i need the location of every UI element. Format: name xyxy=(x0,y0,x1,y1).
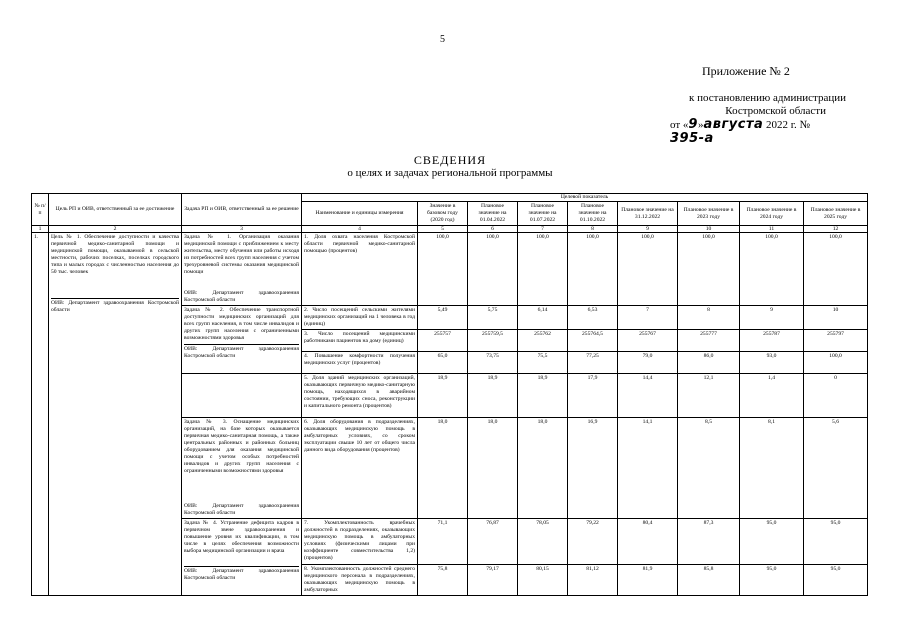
indicator-value: 75,8 xyxy=(418,565,468,596)
column-numbers-row xyxy=(32,226,868,233)
indicator-value: 79,0 xyxy=(618,352,678,374)
handwritten-day: 9 xyxy=(688,117,698,132)
goal-cell xyxy=(49,233,182,596)
indicator-value: 8,5 xyxy=(678,418,740,519)
header-base: Значение в базовом году (2020 год) xyxy=(418,202,468,226)
indicator-value: 71,1 xyxy=(418,519,468,565)
indicator-value: 5,49 xyxy=(418,306,468,330)
indicator-value: 100,0 xyxy=(618,233,678,306)
page-number: 5 xyxy=(440,34,445,45)
header-plan-3: Плановое значение на 01.10.2022 xyxy=(568,202,618,226)
indicator-value: 18,9 xyxy=(518,374,568,418)
indicator-value: 17,9 xyxy=(568,374,618,418)
indicator-value: 8,1 xyxy=(740,418,804,519)
indicator-value: 9 xyxy=(740,306,804,330)
indicator-value: 79,17 xyxy=(468,565,518,596)
indicator-value: 100,0 xyxy=(518,233,568,306)
col-number: 10 xyxy=(678,226,740,233)
indicator-value: 76,87 xyxy=(468,519,518,565)
indicator-value: 78,05 xyxy=(518,519,568,565)
year-text: 2022 г. № xyxy=(766,119,811,131)
resolution-line-2: Костромской области xyxy=(725,105,826,117)
header-indicator-name: Наименование и единицы измерения xyxy=(302,202,418,226)
indicator-value: 10 xyxy=(804,306,868,330)
col-number: 7 xyxy=(518,226,568,233)
col-number: 3 xyxy=(182,226,302,233)
indicator-value: 79,22 xyxy=(568,519,618,565)
indicator-value: 16,9 xyxy=(568,418,618,519)
indicator-value: 100,0 xyxy=(804,352,868,374)
resolution-date-line xyxy=(670,118,846,146)
indicator-value: 255777 xyxy=(678,330,740,352)
task-1-text: Задача № 1. Организация оказания медицинской помощи с приближением к месту жительства, месту обучения или работы исходя из потребностей всех групп населения с учетом трехуровневой системы оказания медицинской помощи xyxy=(184,234,299,275)
indicator-value: 255764,5 xyxy=(568,330,618,352)
appendix-heading: Приложение № 2 xyxy=(702,64,790,78)
indicator-value: 100,0 xyxy=(740,233,804,306)
goal-text: Цель № 1. Обеспечение доступности и качества первичной медико-санитарной помощи и медицинской помощи, оказываемой в сельской местности, рабочих поселках, поселках городского типа и малых городах с численностью населения до 50 тыс. человек xyxy=(51,234,179,275)
indicator-value: 85,8 xyxy=(678,565,740,596)
document-title xyxy=(300,154,600,180)
title-line-1: СВЕДЕНИЯ xyxy=(413,153,487,167)
col-number: 4 xyxy=(302,226,418,233)
indicator-value: 93,0 xyxy=(740,352,804,374)
header-plan-4: Плановое значение на 31.12.2022 xyxy=(618,202,678,226)
task-1-oiv: ОИВ: Департамент здравоохранения Костромской области xyxy=(184,290,299,303)
indicator-value: 18,0 xyxy=(418,418,468,519)
header-num: № п/п xyxy=(32,194,49,226)
indicator-name: 6. Доля оборудования в подразделениях, оказывающих медицинскую помощь в амбулаторных условиях, со сроком эксплуатации свыше 10 лет от общего числа данного вида оборудования (процентов) xyxy=(302,418,418,519)
indicator-value: 100,0 xyxy=(678,233,740,306)
indicator-value: 1,4 xyxy=(740,374,804,418)
goals-table xyxy=(31,193,868,596)
handwritten-month: августа xyxy=(703,117,764,132)
indicator-value: 80,15 xyxy=(518,565,568,596)
header-plan-6: Плановое значение в 2024 году xyxy=(740,202,804,226)
header-plan-7: Плановое значение в 2025 году xyxy=(804,202,868,226)
col-number: 2 xyxy=(49,226,182,233)
indicator-value: 100,0 xyxy=(804,233,868,306)
goal-oiv: ОИВ: Департамент здравоохранения Костромской области xyxy=(51,300,179,313)
indicator-value: 81,9 xyxy=(618,565,678,596)
header-plan-5: Плановое значение в 2023 году xyxy=(678,202,740,226)
task-2-oiv: ОИВ: Департамент здравоохранения Костромской области xyxy=(184,346,299,359)
indicator-name: 3. Число посещений медицинскими работниками пациентов на дому (единиц) xyxy=(302,330,418,352)
header-plan-1: Плановое значение на 01.04.2022 xyxy=(468,202,518,226)
col-number: 12 xyxy=(804,226,868,233)
task-2-cell xyxy=(182,306,302,374)
indicator-value: 6,14 xyxy=(518,306,568,330)
indicator-value: 77,25 xyxy=(568,352,618,374)
col-number: 9 xyxy=(618,226,678,233)
task-4-cell xyxy=(182,519,302,596)
indicator-value: 18,0 xyxy=(468,418,518,519)
indicator-value: 100,0 xyxy=(568,233,618,306)
col-number: 1 xyxy=(32,226,49,233)
date-mid: » xyxy=(697,119,704,131)
indicator-value: 95,0 xyxy=(804,565,868,596)
indicator-name: 8. Укомплектованность должностей среднего медицинского персонала в подразделениях, оказывающих медицинскую помощь в амбулаторных xyxy=(302,565,418,596)
indicator-name: 7. Укомплектованность врачебных должностей в подразделениях, оказывающих медицинскую помощь в амбулаторных условиях (физическими лицами при коэффициенте совместительства 1,2) (процентов) xyxy=(302,519,418,565)
indicator-value: 81,12 xyxy=(568,565,618,596)
header-target-indicator: Целевой показатель xyxy=(302,194,868,202)
indicator-value: 255767 xyxy=(618,330,678,352)
task-3-cell xyxy=(182,418,302,519)
task-4-oiv: ОИВ: Департамент здравоохранения Костромской области xyxy=(184,568,299,581)
task-3-oiv: ОИВ: Департамент здравоохранения Костромской области xyxy=(184,503,299,516)
indicator-value: 65,0 xyxy=(418,352,468,374)
indicator-value: 255757 xyxy=(418,330,468,352)
indicator-value: 7 xyxy=(618,306,678,330)
indicator-value: 14,4 xyxy=(618,374,678,418)
indicator-value: 18,0 xyxy=(518,418,568,519)
resolution-line-1: к постановлению администрации xyxy=(689,92,846,104)
indicator-value: 18,9 xyxy=(468,374,518,418)
title-line-2: о целях и задачах региональной программы xyxy=(347,167,553,179)
header-plan-2: Плановое значение на 01.07.2022 xyxy=(518,202,568,226)
indicator-value: 0 xyxy=(804,374,868,418)
indicator-name: 2. Число посещений сельскими жителями медицинских организаций на 1 человека в год (единиц) xyxy=(302,306,418,330)
indicator-value: 75,5 xyxy=(518,352,568,374)
col-number: 5 xyxy=(418,226,468,233)
indicator-name: 1. Доля охвата населения Костромской области первичной медико-санитарной помощью (процентов) xyxy=(302,233,418,306)
header-goal: Цель РП и ОИВ, ответственный за ее достижение xyxy=(49,194,182,226)
indicator-value: 100,0 xyxy=(418,233,468,306)
indicator-value: 95,0 xyxy=(740,519,804,565)
indicator-value: 14,1 xyxy=(618,418,678,519)
indicator-value: 6,53 xyxy=(568,306,618,330)
indicator-value: 255787 xyxy=(740,330,804,352)
indicator-name: 4. Повышение комфортности получения медицинских услуг (процентов) xyxy=(302,352,418,374)
task-empty-cell xyxy=(182,374,302,418)
indicator-value: 12,1 xyxy=(678,374,740,418)
indicator-value: 73,75 xyxy=(468,352,518,374)
task-2-text: Задача № 2. Обеспечение транспортной доступности медицинских организаций для всех групп населения, в том числе инвалидов и других групп населения с ограниченными возможностями здоровья xyxy=(184,307,299,341)
resolution-reference xyxy=(670,92,846,146)
date-prefix: от « xyxy=(670,119,689,131)
indicator-value: 8 xyxy=(678,306,740,330)
indicator-value: 5,75 xyxy=(468,306,518,330)
indicator-value: 100,0 xyxy=(468,233,518,306)
indicator-value: 255759,5 xyxy=(468,330,518,352)
indicator-value: 80,4 xyxy=(618,519,678,565)
indicator-name: 5. Доля зданий медицинских организаций, оказывающих первичную медико-санитарную помощь, находящихся в аварийном состоянии, требующих сноса, реконструкции и капитального ремонта (процентов) xyxy=(302,374,418,418)
indicator-value: 18,9 xyxy=(418,374,468,418)
indicator-value: 255797 xyxy=(804,330,868,352)
indicator-value: 5,6 xyxy=(804,418,868,519)
col-number: 6 xyxy=(468,226,518,233)
task-4-text: Задача № 4. Устранение дефицита кадров в первичном звене здравоохранения и повышение уровня их квалификации, в том числе в целях обеспечения возможности выбора медицинской организации и врача xyxy=(184,520,299,554)
task-1-cell xyxy=(182,233,302,306)
indicator-value: 255762 xyxy=(518,330,568,352)
col-number: 11 xyxy=(740,226,804,233)
row-number: 1. xyxy=(32,233,49,596)
indicator-value: 86,0 xyxy=(678,352,740,374)
indicator-value: 95,0 xyxy=(804,519,868,565)
header-task: Задача РП и ОИВ, ответственный за ее решение xyxy=(182,194,302,226)
handwritten-number: 395-а xyxy=(670,131,714,146)
indicator-value: 95,0 xyxy=(740,565,804,596)
indicator-value: 87,3 xyxy=(678,519,740,565)
table-row xyxy=(32,233,868,306)
task-3-text: Задача № 3. Оснащение медицинских организаций, на базе которых оказывается первичная медико-санитарная помощь, а также центральных районных и районных больниц оборудованием для оказания медицинской помощи с учетом особых потребностей инвалидов и других групп населения с ограниченными возможностями здоровья xyxy=(184,419,299,474)
col-number: 8 xyxy=(568,226,618,233)
